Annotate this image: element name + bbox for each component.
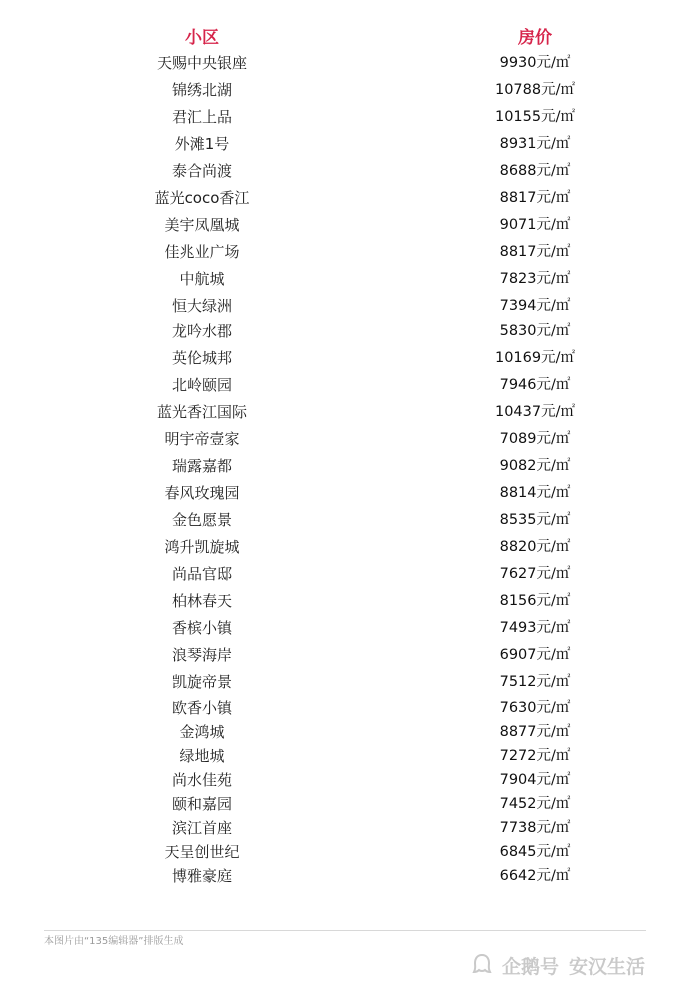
house-price: 6642元/㎡ [499, 868, 571, 884]
community-name: 尚水佳苑 [171, 771, 232, 789]
footer-divider [44, 930, 646, 931]
community-name: 中航城 [179, 270, 225, 288]
table-row [0, 768, 690, 792]
house-price: 8535元/㎡ [499, 512, 571, 528]
community-name: 恒大绿洲 [171, 297, 232, 315]
community-name: 春风玫瑰园 [164, 484, 240, 502]
community-name: 泰合尚渡 [171, 162, 232, 180]
table-row [0, 562, 690, 586]
community-name: 蓝光coco香江 [154, 189, 250, 207]
table-row [0, 616, 690, 640]
table-row [0, 454, 690, 478]
community-name: 瑞露嘉都 [171, 457, 232, 475]
table-row [0, 78, 690, 102]
house-price: 7946元/㎡ [499, 377, 571, 393]
table-header [0, 26, 690, 50]
table-row [0, 373, 690, 397]
watermark-platform: 企鹅号 [502, 955, 560, 978]
house-price: 9082元/㎡ [499, 458, 571, 474]
table-row [0, 816, 690, 840]
house-price: 8688元/㎡ [499, 163, 571, 179]
house-price: 10437元/㎡ [494, 404, 575, 420]
community-name: 美宇凤凰城 [164, 216, 240, 234]
house-price: 7904元/㎡ [499, 772, 571, 788]
community-name: 金色愿景 [171, 511, 232, 529]
table-row [0, 319, 690, 343]
community-name: 金鸿城 [179, 723, 225, 741]
community-name: 龙吟水郡 [171, 322, 232, 340]
community-name: 英伦城邦 [171, 349, 232, 367]
table-row [0, 535, 690, 559]
house-price: 7089元/㎡ [499, 431, 571, 447]
table-row [0, 294, 690, 318]
watermark-account: 安汉生活 [569, 955, 646, 978]
table-row [0, 643, 690, 667]
house-price: 5830元/㎡ [499, 323, 571, 339]
table-row [0, 105, 690, 129]
penguin-icon [470, 953, 494, 977]
community-name: 柏林春天 [171, 592, 232, 610]
house-price: 8817元/㎡ [499, 190, 571, 206]
header-name: 小区 [185, 28, 219, 48]
house-price: 8814元/㎡ [499, 485, 571, 501]
table-row [0, 696, 690, 720]
house-price: 7394元/㎡ [499, 298, 571, 314]
house-price: 7512元/㎡ [499, 674, 571, 690]
community-name: 滨江首座 [171, 819, 232, 837]
house-price: 10169元/㎡ [494, 350, 575, 366]
community-name: 外滩1号 [174, 135, 230, 153]
table-row [0, 670, 690, 694]
community-name: 尚品官邸 [171, 565, 232, 583]
table-row [0, 213, 690, 237]
table-row [0, 400, 690, 424]
house-price: 10788元/㎡ [494, 82, 575, 98]
house-price: 8817元/㎡ [499, 244, 571, 260]
community-name: 明宇帝壹家 [164, 430, 240, 448]
footnote: 本图片由“135编辑器”排版生成 [44, 936, 184, 947]
community-name: 锦绣北湖 [171, 81, 232, 99]
table-row [0, 159, 690, 183]
header-price: 房价 [518, 28, 552, 48]
community-name: 绿地城 [179, 747, 225, 765]
community-name: 鸿升凯旋城 [164, 538, 240, 556]
house-price: 7452元/㎡ [499, 796, 571, 812]
house-price: 8931元/㎡ [499, 136, 571, 152]
community-name: 蓝光香江国际 [156, 403, 247, 421]
house-price: 9930元/㎡ [499, 55, 571, 71]
community-name: 凯旋帝景 [171, 673, 232, 691]
house-price: 7823元/㎡ [499, 271, 571, 287]
community-name: 天赐中央银座 [156, 54, 247, 72]
house-price: 8820元/㎡ [499, 539, 571, 555]
table-row [0, 132, 690, 156]
table-row [0, 481, 690, 505]
table-row [0, 51, 690, 75]
community-name: 欧香小镇 [171, 699, 232, 717]
watermark [470, 951, 645, 979]
house-price: 7493元/㎡ [499, 620, 571, 636]
table-row [0, 720, 690, 744]
house-price: 8156元/㎡ [499, 593, 571, 609]
house-price: 8877元/㎡ [499, 724, 571, 740]
community-name: 北岭颐园 [171, 376, 232, 394]
community-name: 香槟小镇 [171, 619, 232, 637]
table-row [0, 346, 690, 370]
house-price: 7272元/㎡ [499, 748, 571, 764]
table-row [0, 589, 690, 613]
table-row [0, 792, 690, 816]
community-name: 博雅豪庭 [171, 867, 232, 885]
community-name: 君汇上品 [171, 108, 232, 126]
table-row [0, 267, 690, 291]
house-price: 7738元/㎡ [499, 820, 571, 836]
community-name: 浪琴海岸 [171, 646, 232, 664]
community-name: 颐和嘉园 [171, 795, 232, 813]
house-price: 6907元/㎡ [499, 647, 571, 663]
house-price: 10155元/㎡ [494, 109, 575, 125]
table-row [0, 186, 690, 210]
community-name: 佳兆业广场 [164, 243, 240, 261]
house-price: 7630元/㎡ [499, 700, 571, 716]
house-price: 7627元/㎡ [499, 566, 571, 582]
table-row [0, 744, 690, 768]
table-row [0, 508, 690, 532]
table-row [0, 427, 690, 451]
community-name: 天呈创世纪 [164, 843, 240, 861]
table-row [0, 840, 690, 864]
table-row [0, 240, 690, 264]
table-row [0, 864, 690, 888]
house-price: 6845元/㎡ [499, 844, 571, 860]
house-price: 9071元/㎡ [499, 217, 571, 233]
